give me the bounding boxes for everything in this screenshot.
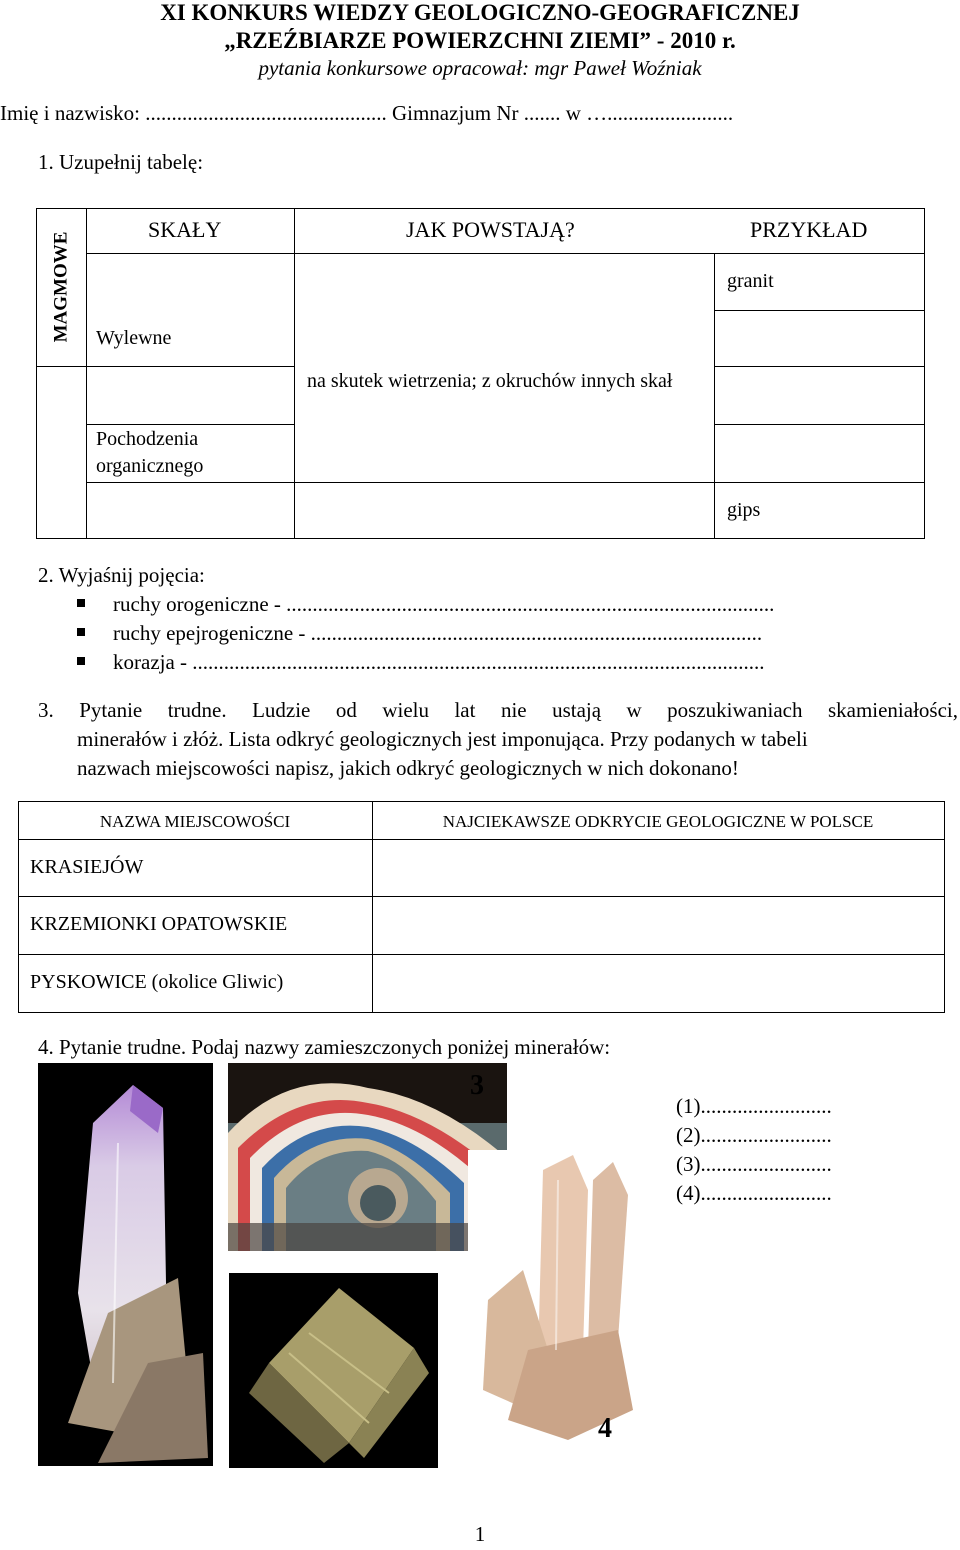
list-item: korazja - ............................................................................................................. bbox=[113, 650, 765, 674]
q3-line-2: minerałów i złóż. Lista odkryć geologicznych jest imponująca. Przy podanych w tabeli bbox=[77, 727, 808, 751]
bullet-icon bbox=[77, 599, 85, 607]
contest-title: XI KONKURS WIEDZY GEOLOGICZNO-GEOGRAFICZNEJ bbox=[160, 0, 800, 25]
col-header-skaly: SKAŁY bbox=[148, 217, 222, 242]
q1-title: 1. Uzupełnij tabelę: bbox=[38, 150, 204, 174]
okruchowe-description: na skutek wietrzenia; z okruchów innych skał bbox=[307, 370, 673, 392]
col-header-miejscowosc: NAZWA MIEJSCOWOŚCI bbox=[99, 812, 291, 831]
q2-title: 2. Wyjaśnij pojęcia: bbox=[38, 563, 205, 587]
answer-line-3: (3)......................... bbox=[676, 1152, 832, 1176]
answer-line-4: (4)......................... bbox=[676, 1181, 832, 1205]
q4-title: 4. Pytanie trudne. Podaj nazwy zamieszczonych poniżej minerałów: bbox=[38, 1035, 611, 1059]
photo-label-3: 3 bbox=[470, 1070, 484, 1101]
bullet-icon bbox=[77, 657, 85, 665]
mineral-photo-3 bbox=[228, 1063, 507, 1251]
contest-subtitle: „RZEŹBIARZE POWIERZCHNI ZIEMI” - 2010 r. bbox=[224, 28, 736, 53]
photo-label-4: 4 bbox=[598, 1413, 612, 1444]
name-line: Imię i nazwisko: .............................................. Gimnazjum Nr ....... w …........................ bbox=[0, 101, 734, 125]
answer-line-2: (2)......................... bbox=[676, 1123, 832, 1147]
agate-image bbox=[228, 1063, 507, 1251]
mineral-photo-2 bbox=[229, 1273, 438, 1468]
mineral-photo-1 bbox=[38, 1063, 213, 1466]
list-item: ruchy orogeniczne - ............................................................................................. bbox=[113, 592, 775, 616]
bullet-icon bbox=[77, 628, 85, 636]
example-gips: gips bbox=[727, 499, 761, 521]
q3-line-3: nazwach miejscowości napisz, jakich odkryć geologicznych w nich dokonano! bbox=[77, 756, 739, 780]
example-granit: granit bbox=[727, 270, 774, 292]
rock-organiczne: Pochodzenia organicznego bbox=[96, 428, 204, 477]
author-line: pytania konkursowe opracował: mgr Paweł Woźniak bbox=[258, 56, 702, 80]
table-row: KRASIEJÓW bbox=[30, 856, 144, 878]
pyrite-image bbox=[229, 1273, 438, 1468]
mineral-photo-4 bbox=[468, 1150, 648, 1445]
photo-label-1: 1 bbox=[165, 1070, 179, 1101]
col-header-przyklad: PRZYKŁAD bbox=[750, 217, 868, 242]
magmowe-label: MAGMOWE bbox=[50, 231, 72, 343]
rock-wylewne: Wylewne bbox=[96, 327, 172, 349]
page-number: 1 bbox=[474, 1522, 486, 1546]
photo-label-2: 2 bbox=[240, 1282, 254, 1313]
quartz-image bbox=[468, 1150, 648, 1445]
col-header-odkrycie: NAJCIEKAWSZE ODKRYCIE GEOLOGICZNE W POLSCE bbox=[442, 812, 874, 831]
col-header-jak-powstaja: JAK POWSTAJĄ? bbox=[406, 217, 575, 242]
amethyst-image bbox=[38, 1063, 213, 1466]
answer-line-1: (1)......................... bbox=[676, 1094, 832, 1118]
q3-line-1: 3. Pytanie trudne. Ludzie od wielu lat nie ustają w poszukiwaniach skamieniałości, bbox=[38, 698, 958, 722]
magmowe-label-cell bbox=[36, 208, 86, 366]
list-item: ruchy epejrogeniczne - ...................................................................................... bbox=[113, 621, 763, 645]
table-row: KRZEMIONKI OPATOWSKIE bbox=[30, 913, 288, 935]
table-row: PYSKOWICE (okolice Gliwic) bbox=[30, 971, 284, 993]
